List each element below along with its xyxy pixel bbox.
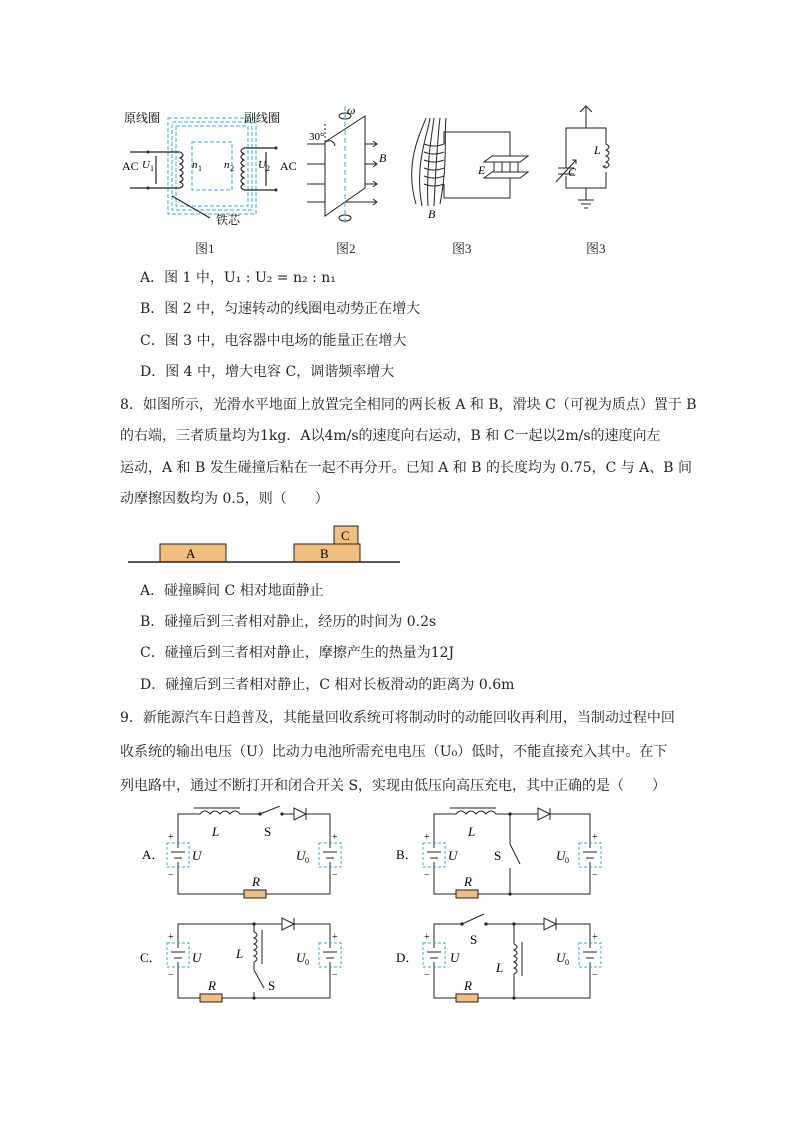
q8-blocks-figure	[128, 522, 403, 567]
circuit-a-u0-sub: 0	[305, 856, 309, 865]
circuit-b-minus-left: −	[424, 870, 430, 881]
circuit-b-minus-right: −	[592, 870, 598, 881]
figure-3-lc-circuit	[410, 114, 535, 222]
circuit-a	[138, 806, 348, 906]
circuit-c-s-label: S	[268, 978, 276, 993]
q8-stem-line-1: 8．如图所示，光滑水平地面上放置完全相同的两长板 A 和 B，滑块 C（可视为质点）置于 B	[120, 397, 697, 413]
fig4-l-label: L	[594, 143, 601, 157]
circuit-c-plus-left: +	[168, 932, 174, 943]
circuit-d-u0-label: U	[556, 950, 566, 965]
circuit-c-l-label: L	[236, 946, 244, 961]
circuit-a-l-label: L	[212, 824, 220, 839]
circuit-c-plus-right: +	[332, 932, 338, 943]
q8-option-d: D．碰撞后到三者相对静止，C 相对长板滑动的距离为 0.6m	[140, 677, 515, 693]
u1-sub: 1	[150, 164, 154, 173]
ac-left-label: AC	[122, 159, 139, 173]
circuit-c-u-label: U	[192, 950, 202, 965]
q9-stem-line-3: 列电路中，通过不断打开和闭合开关 S，实现由低压向高压充电，其中正确的是（ ）	[120, 778, 667, 794]
circuit-d-u0-sub: 0	[565, 958, 569, 967]
circuit-d-l-label: L	[496, 960, 504, 975]
u2-sub: 2	[266, 164, 270, 173]
circuit-a-s-label: S	[264, 824, 272, 839]
q9-stem-line-1: 9．新能源汽车日趋普及，其能量回收系统可将制动时的动能回收再利用，当制动过程中回	[120, 710, 675, 726]
circuit-c-u0-label: U	[296, 950, 306, 965]
q9-stem-line-2: 收系统的输出电压（U）比动力电池所需充电电压（U₀）低时，不能直接充入其中。在下	[120, 744, 668, 760]
u1-label: U	[142, 159, 150, 171]
circuit-d-option-label: D．	[396, 950, 419, 965]
circuit-a-r-label: R	[252, 874, 260, 889]
circuit-b-u-label: U	[448, 848, 458, 863]
board-a-label: A	[186, 546, 196, 561]
figure-4-caption: 图3	[586, 241, 606, 256]
angle-label: 30°	[309, 131, 325, 143]
figure-1-transformer	[120, 108, 300, 228]
circuit-c-minus-right: −	[332, 970, 338, 981]
fig4-c-label: C	[568, 165, 577, 179]
q8-option-a: A．碰撞瞬间 C 相对地面静止	[140, 583, 324, 599]
circuit-b-s-label: S	[494, 848, 502, 863]
secondary-coil-label: 副线圈	[244, 111, 281, 125]
primary-coil-label: 原线圈	[124, 111, 161, 125]
circuit-b-option-label: B．	[396, 847, 418, 862]
figure-4-tuning-circuit	[550, 104, 630, 216]
circuit-d-plus-right: +	[592, 932, 598, 943]
circuit-a-option-label: A．	[142, 847, 165, 862]
circuit-b-u0-label: U	[556, 848, 566, 863]
circuit-d-u-label: U	[450, 950, 460, 965]
circuit-a-plus-right: +	[332, 832, 338, 843]
circuit-d	[394, 906, 609, 1006]
circuit-a-minus-left: −	[168, 870, 174, 881]
q8-stem-line-2: 的右端，三者质量均为1kg．A以4m/s的速度向右运动，B 和 C一起以2m/s的速度向左	[120, 428, 661, 444]
circuit-a-u-label: U	[192, 848, 202, 863]
circuit-d-r-label: R	[464, 978, 472, 993]
circuit-b-plus-right: +	[592, 832, 598, 843]
circuit-b-plus-left: +	[424, 832, 430, 843]
figure-1-caption: 图1	[195, 241, 215, 256]
q7-option-a: A．图 1 中，U₁ : U₂ = n₂ : n₁	[140, 270, 336, 286]
field-b-label: B	[379, 151, 387, 165]
q8-option-b: B．碰撞后到三者相对静止，经历的时间为 0.2s	[140, 614, 437, 630]
slider-c-label: C	[341, 528, 350, 543]
fig3-e-label: E	[478, 163, 486, 177]
n2-sub: 2	[230, 164, 234, 173]
core-label: 铁芯	[216, 213, 241, 227]
circuit-d-plus-left: +	[424, 932, 430, 943]
circuit-d-minus-left: −	[424, 970, 430, 981]
circuit-b-l-label: L	[468, 824, 476, 839]
circuit-d-s-label: S	[470, 932, 478, 947]
circuit-d-minus-right: −	[592, 970, 598, 981]
q8-stem-line-3: 运动，A 和 B 发生碰撞后粘在一起不再分开。已知 A 和 B 的长度均为 0.75，C 与 A、B 间	[120, 460, 693, 476]
n1-sub: 1	[198, 164, 202, 173]
circuit-b-r-label: R	[464, 874, 472, 889]
fig3-b-label: B	[428, 207, 436, 221]
circuit-a-u0-label: U	[296, 848, 306, 863]
n1-label: n	[192, 159, 198, 171]
n2-label: n	[224, 159, 230, 171]
q7-option-c: C．图 3 中，电容器中电场的能量正在增大	[140, 333, 407, 349]
ac-right-label: AC	[280, 159, 297, 173]
q8-option-c: C．碰撞后到三者相对静止，摩擦产生的热量为12J	[140, 645, 455, 661]
circuit-c-option-label: C．	[140, 950, 162, 965]
u2-label: U	[258, 159, 266, 171]
circuit-c-r-label: R	[208, 978, 216, 993]
q8-stem-line-4: 动摩擦因数均为 0.5，则（ ）	[120, 491, 329, 507]
figure-3-caption: 图3	[452, 241, 472, 256]
circuit-c-u0-sub: 0	[305, 958, 309, 967]
figure-2-rotating-coil	[305, 104, 395, 229]
circuit-c	[138, 906, 348, 1006]
circuit-a-plus-left: +	[168, 832, 174, 843]
circuit-a-minus-right: −	[332, 870, 338, 881]
circuit-b-u0-sub: 0	[565, 856, 569, 865]
board-b-label: B	[320, 546, 329, 561]
q7-option-d: D．图 4 中，增大电容 C，调谐频率增大	[140, 364, 395, 380]
omega-label: ω	[347, 104, 356, 117]
circuit-c-minus-left: −	[168, 970, 174, 981]
q7-option-b: B．图 2 中，匀速转动的线圈电动势正在增大	[140, 301, 421, 317]
figure-2-caption: 图2	[336, 241, 356, 256]
circuit-b	[394, 806, 609, 906]
